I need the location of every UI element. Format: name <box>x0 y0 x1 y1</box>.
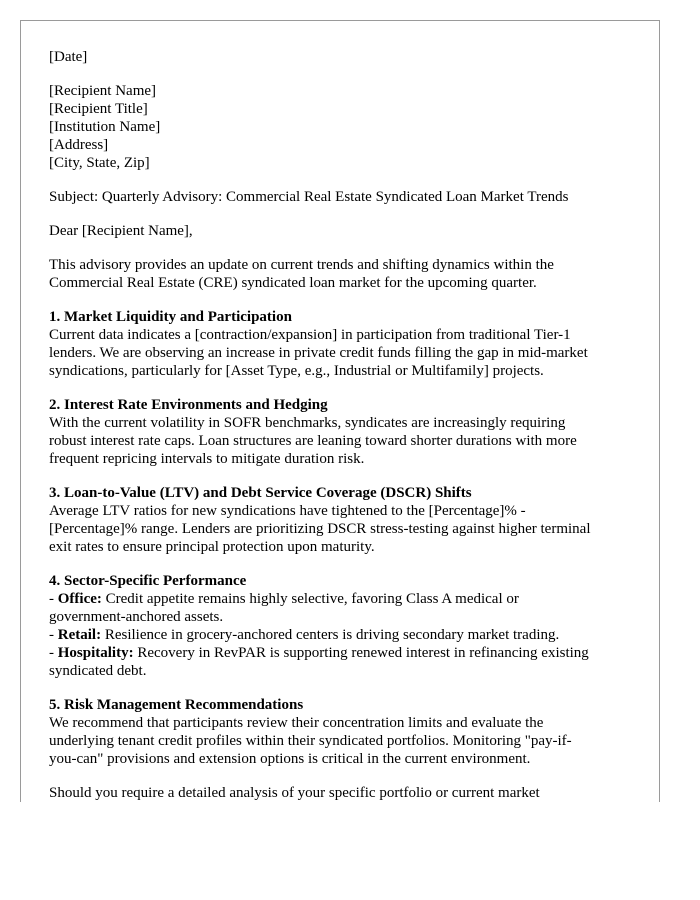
institution-name: [Institution Name] <box>49 119 161 135</box>
section-body-line: robust interest rate caps. Loan structures are leaning toward shorter durations with more <box>49 433 577 449</box>
date-line: [Date] <box>49 49 88 65</box>
recipient-block <box>49 82 639 172</box>
letter-content <box>49 48 639 802</box>
section-body-line: underlying tenant credit profiles within their syndicated portfolios. Monitoring "pay-if- <box>49 733 572 749</box>
section-body-line: exit rates to ensure principal protection upon maturity. <box>49 539 375 555</box>
section-body-line: Current data indicates a [contraction/expansion] in participation from traditional Tier-1 <box>49 327 571 343</box>
recipient-name: [Recipient Name] <box>49 83 157 99</box>
item-text: Credit appetite remains highly selective, favoring Class A medical or <box>105 591 519 607</box>
address-line: [Address] <box>49 137 109 153</box>
section-2 <box>49 396 639 468</box>
section-heading: 5. Risk Management Recommendations <box>49 697 304 713</box>
section-body-line: With the current volatility in SOFR benchmarks, syndicates are increasingly requiring <box>49 415 566 431</box>
list-item-continuation: syndicated debt. <box>49 663 147 679</box>
list-item-hospitality: - Hospitality: Recovery in RevPAR is supporting renewed interest in refinancing existing <box>49 645 589 661</box>
section-heading: 2. Interest Rate Environments and Hedging <box>49 397 328 413</box>
item-label: Hospitality: <box>57 645 134 661</box>
section-body-line: [Percentage]% range. Lenders are prioritizing DSCR stress-testing against higher terminal <box>49 521 591 537</box>
item-label: Office: <box>57 591 102 607</box>
section-heading: 1. Market Liquidity and Participation <box>49 309 292 325</box>
section-body-line: lenders. We are observing an increase in private credit funds filling the gap in mid-market <box>49 345 588 361</box>
section-body-line: We recommend that participants review their concentration limits and evaluate the <box>49 715 544 731</box>
list-item-office: - Office: Credit appetite remains highly selective, favoring Class A medical or <box>49 591 519 607</box>
city-state-zip: [City, State, Zip] <box>49 155 150 171</box>
section-body-line: Average LTV ratios for new syndications have tightened to the [Percentage]% - <box>49 503 526 519</box>
section-5 <box>49 696 639 768</box>
section-body-line: syndications, particularly for [Asset Type, e.g., Industrial or Multifamily] projects. <box>49 363 544 379</box>
list-item-retail: - Retail: Resilience in grocery-anchored centers is driving secondary market trading. <box>49 627 560 643</box>
item-text: Resilience in grocery-anchored centers is driving secondary market trading. <box>104 627 560 643</box>
item-text: Recovery in RevPAR is supporting renewed interest in refinancing existing <box>137 645 589 661</box>
section-heading: 3. Loan-to-Value (LTV) and Debt Service Coverage (DSCR) Shifts <box>49 485 472 501</box>
salutation: Dear [Recipient Name], <box>49 223 193 239</box>
letter-page <box>20 20 660 802</box>
subject-line: Subject: Quarterly Advisory: Commercial Real Estate Syndicated Loan Market Trends <box>49 189 569 205</box>
section-body-line: frequent repricing intervals to mitigate duration risk. <box>49 451 365 467</box>
item-label: Retail: <box>57 627 102 643</box>
intro-line: Commercial Real Estate (CRE) syndicated loan market for the upcoming quarter. <box>49 275 537 291</box>
section-1 <box>49 308 639 380</box>
section-body-line: you-can" provisions and extension options is critical in the current environment. <box>49 751 531 767</box>
closing-paragraph: Should you require a detailed analysis of your specific portfolio or current market <box>49 785 540 801</box>
intro-line: This advisory provides an update on current trends and shifting dynamics within the <box>49 257 554 273</box>
section-3 <box>49 484 639 556</box>
section-4 <box>49 572 639 680</box>
list-item-continuation: government-anchored assets. <box>49 609 224 625</box>
section-heading: 4. Sector-Specific Performance <box>49 573 247 589</box>
intro-paragraph <box>49 256 639 292</box>
recipient-title: [Recipient Title] <box>49 101 148 117</box>
